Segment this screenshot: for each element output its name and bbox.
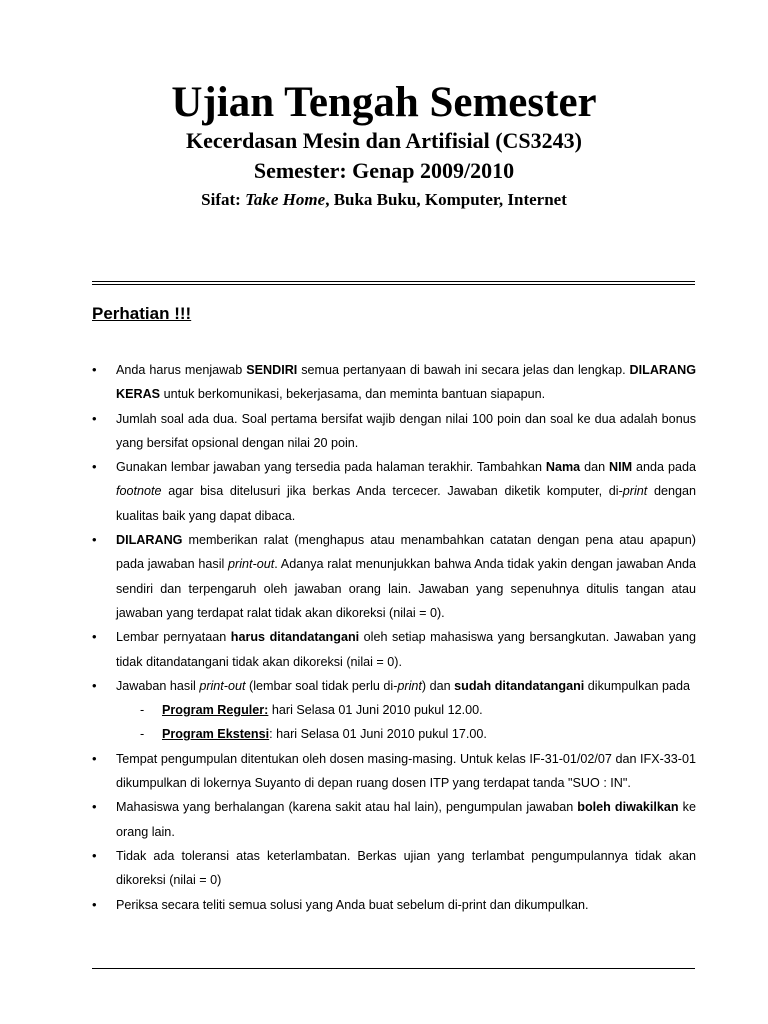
instructions-list xyxy=(92,358,696,917)
list-item: • DILARANG memberikan ralat (menghapus atau menambahkan catatan dengan pena atau apapun) pada jawaban hasil print-out. Adanya ralat menunjukkan bahwa Anda tidak yakin dengan jawaban Anda sendiri dan terpengaruh oleh jawaban orang lain. Jawaban yang sepenuhnya ditulis tangan atau jawaban yang terdapat ralat tidak akan dikoreksi (nilai = 0). xyxy=(92,528,696,625)
list-item: • Mahasiswa yang berhalangan (karena sakit atau hal lain), pengumpulan jawaban boleh diwakilkan ke orang lain. xyxy=(92,795,696,844)
exam-nature xyxy=(0,186,768,214)
sifat-label: Sifat: xyxy=(201,190,246,209)
semester-line: Semester: Genap 2009/2010 xyxy=(253,158,515,183)
section-heading: Perhatian !!! xyxy=(92,304,192,323)
header-divider xyxy=(92,281,695,282)
sifat-rest: , Buka Buku, Komputer, Internet xyxy=(325,190,567,209)
header-divider-thick xyxy=(92,284,695,285)
list-item: • Tidak ada toleransi atas keterlambatan. Berkas ujian yang terlambat pengumpulannya tidak akan dikoreksi (nilai = 0) xyxy=(92,844,696,893)
list-item: • Tempat pengumpulan ditentukan oleh dosen masing-masing. Untuk kelas IF-31-01/02/07 dan IFX-33-01 dikumpulkan di lokernya Suyanto di depan ruang dosen ITP yang terdapat tanda "SUO : IN". xyxy=(92,747,696,796)
course-name: Kecerdasan Mesin dan Artifisial (CS3243) xyxy=(186,128,582,153)
sifat-take-home: Take Home xyxy=(245,190,326,209)
document-header xyxy=(0,80,768,214)
sub-item-reguler: - Program Reguler: hari Selasa 01 Juni 2010 pukul 12.00. xyxy=(140,703,483,718)
list-item: • Lembar pernyataan harus ditandatangani oleh setiap mahasiswa yang bersangkutan. Jawaban yang tidak ditandatangani tidak akan dikoreksi (nilai = 0). xyxy=(92,625,696,674)
list-item: • Jumlah soal ada dua. Soal pertama bersifat wajib dengan nilai 100 poin dan soal ke dua adalah bonus yang bersifat opsional dengan nilai 20 poin. xyxy=(92,407,696,456)
sub-item-ekstensi: - Program Ekstensi: hari Selasa 01 Juni 2010 pukul 17.00. xyxy=(140,727,487,742)
list-item: • Anda harus menjawab SENDIRI semua pertanyaan di bawah ini secara jelas dan lengkap. DILARANG KERAS untuk berkomunikasi, bekerjasama, dan meminta bantuan siapapun. xyxy=(92,358,696,407)
footer-divider xyxy=(92,968,695,969)
exam-title: Ujian Tengah Semester xyxy=(171,79,597,126)
list-item: • Jawaban hasil print-out (lembar soal tidak perlu di-print) dan sudah ditandatangani dikumpulkan pada - Program Reguler: hari Selasa 01 Juni 2010 pukul 12.00. - Program Ekstensi: hari Selasa 01 Juni 2010 pukul 17.00. xyxy=(92,674,696,747)
list-item: • Periksa secara teliti semua solusi yang Anda buat sebelum di-print dan dikumpulkan. xyxy=(92,893,696,917)
list-item: • Gunakan lembar jawaban yang tersedia pada halaman terakhir. Tambahkan Nama dan NIM anda pada footnote agar bisa ditelusuri jika berkas Anda tercecer. Jawaban diketik komputer, di-print dengan kualitas baik yang dapat dibaca. xyxy=(92,455,696,528)
